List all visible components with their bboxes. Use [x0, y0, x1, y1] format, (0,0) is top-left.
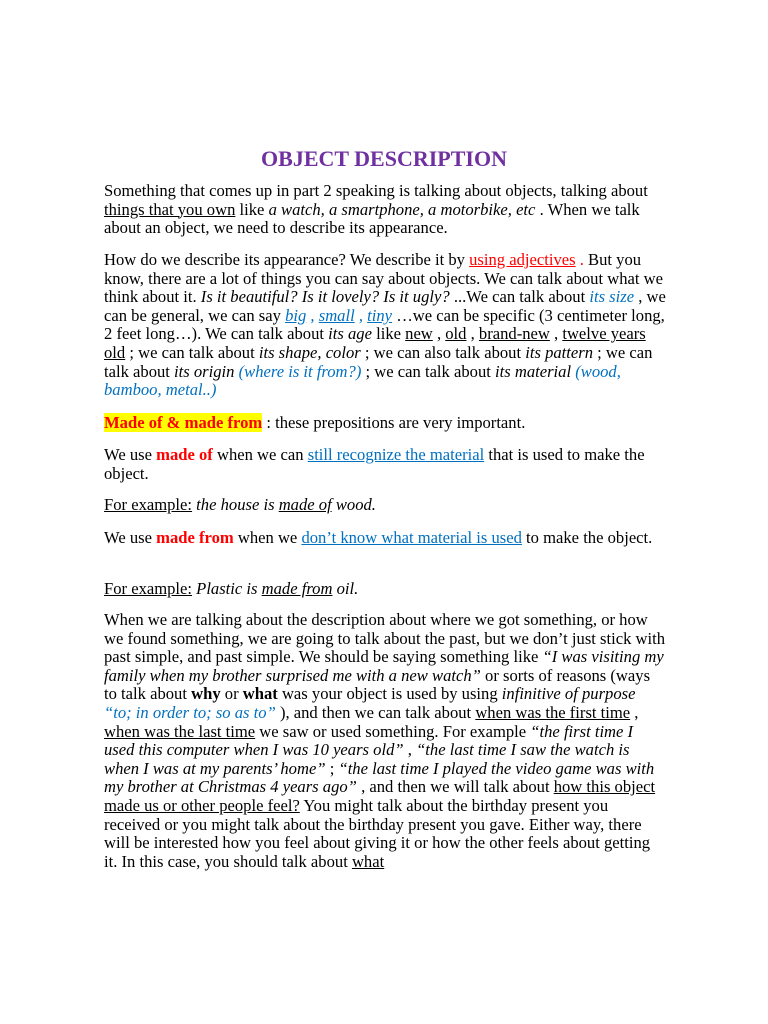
underlined-text: how this object made us or other people feel? — [104, 777, 656, 815]
text: …we can be specific (3 centimeter long, 2 feet long…). We can talk about — [104, 305, 665, 344]
text: , and then we will talk about — [356, 777, 554, 797]
italic-text: infinitive of purpose — [501, 684, 636, 704]
blue-italic-text: its size — [589, 287, 635, 307]
underlined-text: when was the last time — [104, 721, 256, 741]
italic-text: a watch, a smartphone, a motorbike, etc — [268, 199, 536, 219]
blue-italic-text: , — [306, 305, 319, 325]
bold-text: why — [191, 684, 221, 704]
text: We use — [104, 528, 157, 547]
highlighted-heading: Made of & made from — [104, 413, 263, 432]
text: ; we can talk about — [125, 342, 259, 362]
bold-text: what — [242, 684, 278, 704]
text: , — [549, 324, 563, 344]
red-text: . — [575, 250, 589, 269]
underlined-text: things that you own — [104, 199, 236, 219]
blue-italic-text: “to; in order to; so as to” — [104, 702, 276, 722]
italic-text: its pattern — [525, 342, 594, 362]
text: like — [371, 324, 406, 344]
italic-text: wood. — [331, 495, 376, 514]
text: , — [466, 324, 479, 344]
text: , — [630, 702, 639, 722]
italic-text: its age — [328, 324, 372, 344]
text: we saw or used something. For example — [255, 721, 531, 741]
text: When we are talking about the description about where we got something, or how we found something, we are going to talk about the past, but we don’t just stick with past simple, and past simple. We should be saying something like — [104, 610, 666, 667]
underlined-text: brand-new — [478, 324, 550, 344]
text: ; we can talk about — [361, 361, 496, 381]
past-description-paragraph — [104, 611, 666, 871]
text: , — [432, 324, 446, 344]
recognize-material-link[interactable]: still recognize the material — [307, 445, 485, 464]
italic-text: its origin — [174, 361, 235, 381]
text: or sorts of reasons (ways to talk about — [104, 665, 651, 704]
italic-text: “I was visiting my family when my brother surprised me with a new watch” — [104, 647, 664, 685]
made-from-paragraph — [104, 529, 666, 548]
text: that is used to make the object. — [104, 445, 645, 483]
example-label: For example: — [104, 579, 193, 598]
underlined-text: what — [351, 851, 385, 871]
text: ; we can talk about — [104, 342, 653, 381]
blue-italic-text: (wood, bamboo, metal..) — [104, 361, 621, 400]
underlined-text: new — [405, 324, 433, 344]
italic-text: “the last time I saw the watch is when I was at my parents’ home” — [104, 740, 630, 778]
underlined-text: twelve years old — [104, 324, 646, 362]
italic-underlined-text: made from — [261, 579, 333, 598]
italic-text: its shape, color — [258, 342, 361, 362]
italic-text: “the last time I played the video game was with my brother at Christmas 4 years ago” — [104, 758, 655, 797]
example-made-of — [104, 496, 666, 515]
italic-text: the house is — [192, 495, 279, 514]
text: , — [403, 740, 417, 760]
intro-paragraph — [104, 182, 666, 238]
blue-italic-text: (where is it from?) — [238, 361, 362, 381]
text: ; — [325, 758, 339, 778]
tiny-link[interactable]: tiny — [367, 305, 393, 325]
text: was your object is used by using — [277, 684, 502, 704]
appearance-paragraph — [104, 251, 666, 400]
made-of-paragraph — [104, 446, 666, 483]
italic-text: “the first time I used this computer when I was 10 years old” — [104, 721, 634, 760]
example-made-from — [104, 580, 666, 599]
text: But you know, there are a lot of things you can say about objects. We can talk about what we think about it. — [104, 250, 663, 307]
underlined-text: old — [445, 324, 467, 344]
text: ), and then we can talk about — [275, 702, 476, 722]
italic-text: Plastic is — [192, 579, 262, 598]
text: : these prepositions are very important. — [262, 413, 526, 432]
red-bold-text: made of — [156, 445, 213, 464]
text: How do we describe its appearance? We describe it by — [104, 250, 470, 269]
blue-italic-text: , — [354, 305, 368, 325]
example-label: For example: — [104, 495, 193, 514]
red-bold-text: made from — [156, 528, 234, 547]
unknown-material-link[interactable]: don’t know what material is used — [301, 528, 522, 547]
prepositions-paragraph — [104, 414, 666, 433]
page-title: OBJECT DESCRIPTION — [261, 146, 507, 171]
text: to make the object. — [521, 528, 653, 547]
text: ; we can also talk about — [360, 342, 526, 362]
italic-text: its material — [495, 361, 572, 381]
text: when we — [233, 528, 302, 547]
text: when we can — [212, 445, 308, 464]
italic-text: Is it beautiful? Is it lovely? Is it ugly? — [200, 287, 450, 307]
using-adjectives-link[interactable]: using adjectives — [469, 250, 576, 269]
text: , we can be general, we can say — [104, 287, 666, 325]
italic-underlined-text: made of — [278, 495, 332, 514]
text: We use — [104, 445, 157, 464]
text: like — [235, 199, 269, 219]
text: . When we talk about an object, we need to describe its appearance. — [104, 199, 640, 238]
text: Something that comes up in part 2 speaking is talking about objects, talking about — [104, 181, 648, 200]
italic-text: oil. — [332, 579, 359, 598]
text: ...We can talk about — [449, 287, 590, 307]
text: or — [220, 684, 243, 704]
text: You might talk about the birthday present you received or you might talk about the birthday present you gave. Either way, there will be interested how you feel about giving it or how the other feels about getting it. In this case, you should talk about — [104, 795, 651, 871]
small-link[interactable]: small — [318, 305, 355, 325]
big-link[interactable]: big — [285, 305, 307, 325]
underlined-text: when was the first time — [475, 702, 631, 722]
